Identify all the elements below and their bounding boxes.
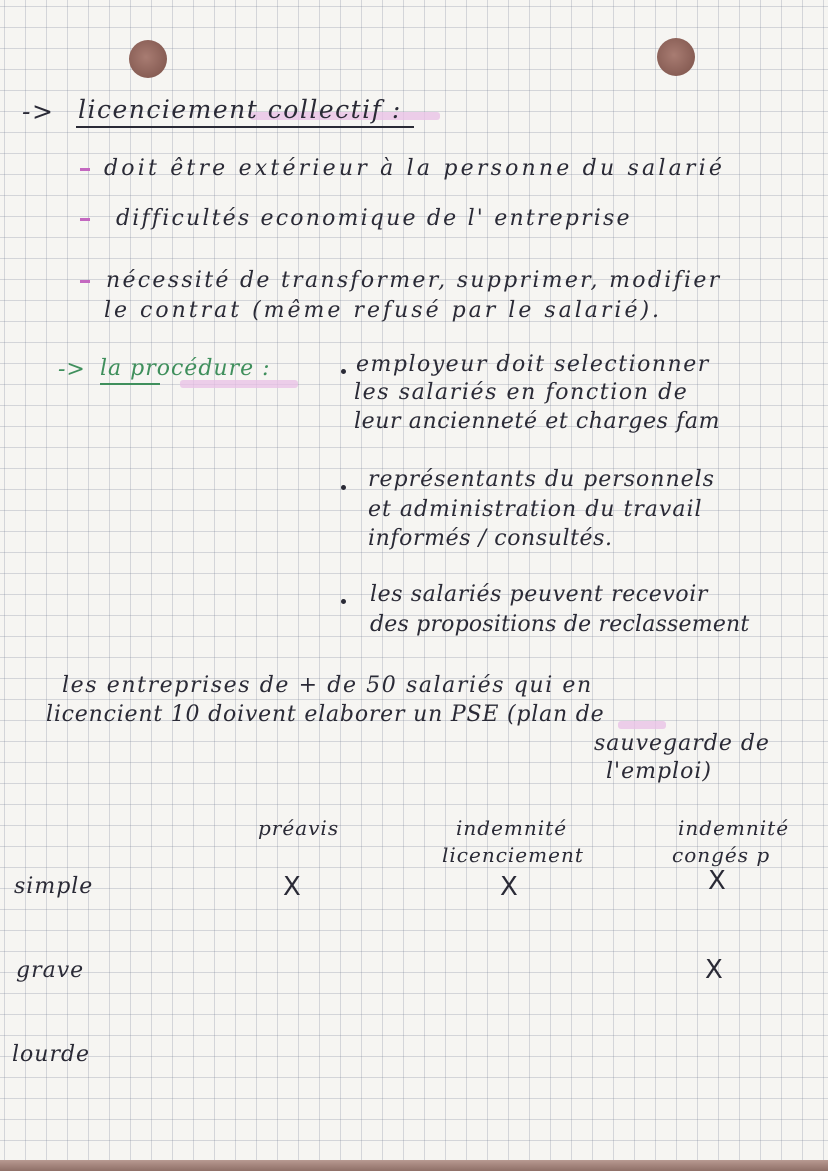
mark-grave-indemnite-conges: X: [705, 955, 723, 985]
procedure-item-2-line-1: représentants du personnels: [368, 467, 715, 492]
bullet-dash: [80, 280, 90, 283]
binder-hole-left: [129, 40, 167, 78]
condition-1: doit être extérieur à la personne du salarié: [104, 156, 726, 181]
procedure-item-3-line-1: les salariés peuvent recevoir: [370, 582, 708, 607]
procedure-arrow: ->: [58, 357, 86, 382]
title-underline: [76, 126, 414, 128]
bullet-dash: [80, 168, 90, 171]
procedure-highlight: [180, 380, 298, 388]
condition-3-line-1: nécessité de transformer, supprimer, modifier: [106, 268, 722, 293]
procedure-item-3-line-2: des propositions de reclassement: [370, 612, 750, 637]
page-bottom-edge: [0, 1160, 828, 1171]
pse-highlight: [618, 721, 666, 729]
pse-note-line-4: l'emploi): [606, 759, 712, 784]
pse-note-line-2: licencient 10 doivent elaborer un PSE (plan de: [46, 702, 605, 727]
bullet-dot: [341, 599, 346, 604]
pse-note-line-1: les entreprises de + de 50 salariés qui en: [62, 673, 593, 698]
bullet-dot: [341, 485, 346, 490]
mark-simple-indemnite-licenciement: X: [500, 872, 518, 902]
row-label-lourde: lourde: [12, 1042, 91, 1067]
procedure-item-1-line-3: leur ancienneté et charges fam: [354, 409, 721, 434]
procedure-item-1-line-1: employeur doit selectionner: [356, 352, 710, 377]
column-header-indemnite-licenciement-line-2: licenciement: [442, 843, 584, 867]
row-label-grave: grave: [16, 958, 85, 983]
column-header-indemnite-conges-line-1: indemnité: [678, 816, 790, 840]
procedure-label: la procédure :: [100, 356, 271, 381]
bullet-dash: [80, 218, 90, 221]
mark-simple-preavis: X: [283, 872, 301, 902]
pse-note-line-3: sauvegarde de: [594, 731, 770, 756]
section-title: licenciement collectif :: [78, 95, 402, 124]
procedure-item-1-line-2: les salariés en fonction de: [354, 380, 689, 405]
title-arrow: ->: [22, 97, 55, 126]
condition-2: difficultés economique de l' entreprise: [116, 206, 632, 231]
procedure-item-2-line-2: et administration du travail: [368, 497, 703, 522]
mark-simple-indemnite-conges: X: [708, 866, 726, 896]
procedure-item-2-line-3: informés / consultés.: [368, 526, 613, 551]
condition-3-line-2: le contrat (même refusé par le salarié).: [104, 298, 663, 323]
bullet-dot: [341, 369, 346, 374]
column-header-indemnite-licenciement-line-1: indemnité: [456, 816, 568, 840]
procedure-underline: [100, 383, 160, 385]
binder-hole-right: [657, 38, 695, 76]
row-label-simple: simple: [14, 874, 94, 899]
column-header-indemnite-conges-line-2: congés p: [672, 843, 771, 867]
column-header-preavis: préavis: [258, 816, 340, 840]
